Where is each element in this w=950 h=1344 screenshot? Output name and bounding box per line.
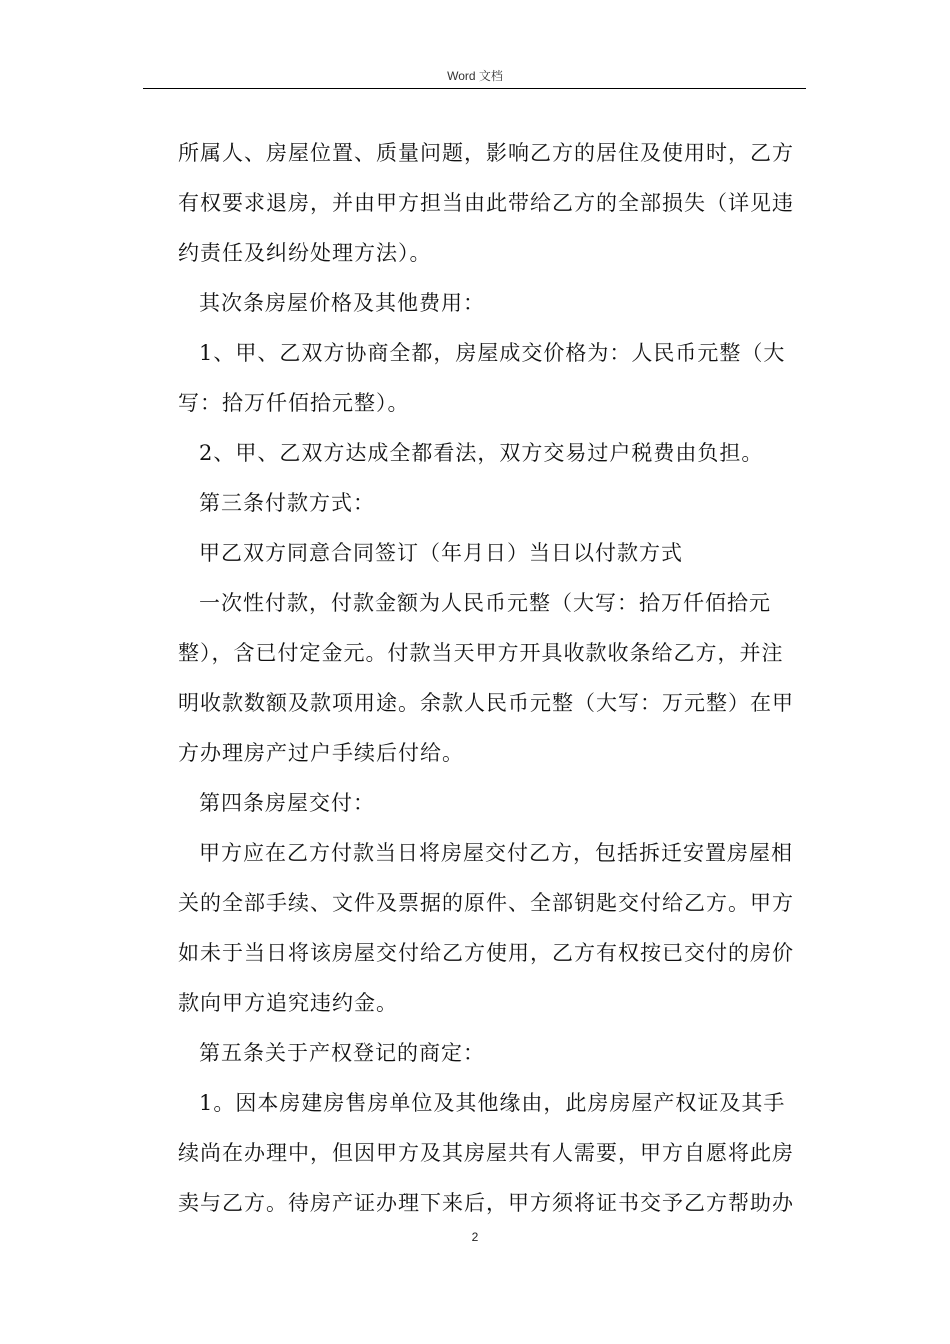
header-divider bbox=[143, 88, 806, 89]
body-line: 1。因本房建房售房单位及其他缘由，此房房屋产权证及其手 bbox=[199, 1091, 786, 1115]
body-line: 甲方应在乙方付款当日将房屋交付乙方，包括拆迁安置房屋相 bbox=[199, 841, 793, 865]
body-line: 写：拾万仟佰拾元整）。 bbox=[178, 391, 410, 415]
body-line: 1、甲、乙双方协商全都，房屋成交价格为：人民币元整（大 bbox=[199, 341, 786, 365]
body-line: 关的全部手续、文件及票据的原件、全部钥匙交付给乙方。甲方 bbox=[178, 891, 794, 915]
body-line: 明收款数额及款项用途。余款人民币元整（大写：万元整）在甲 bbox=[178, 691, 794, 715]
section-heading: 第三条付款方式： bbox=[199, 491, 375, 515]
page-number: 2 bbox=[471, 1230, 479, 1244]
body-line: 款向甲方追究违约金。 bbox=[178, 991, 398, 1015]
body-line: 有权要求退房，并由甲方担当由此带给乙方的全部损失（详见违 bbox=[178, 191, 794, 215]
body-line: 所属人、房屋位置、质量问题，影响乙方的居住及使用时，乙方 bbox=[178, 141, 794, 165]
section-heading: 第五条关于产权登记的商定： bbox=[199, 1041, 485, 1065]
body-line: 甲乙双方同意合同签订（年月日）当日以付款方式 bbox=[199, 541, 683, 565]
document-body bbox=[178, 128, 806, 1228]
page-header-title: Word 文档 bbox=[447, 69, 503, 83]
body-line: 卖与乙方。待房产证办理下来后，甲方须将证书交予乙方帮助办 bbox=[178, 1191, 794, 1215]
body-line: 整），含已付定金元。付款当天甲方开具收款收条给乙方，并注 bbox=[178, 641, 784, 665]
body-line: 一次性付款，付款金额为人民币元整（大写：拾万仟佰拾元 bbox=[199, 591, 771, 615]
body-line: 如未于当日将该房屋交付给乙方使用，乙方有权按已交付的房价 bbox=[178, 941, 794, 965]
section-heading: 第四条房屋交付： bbox=[199, 791, 375, 815]
section-heading: 其次条房屋价格及其他费用： bbox=[199, 291, 485, 315]
body-line: 约责任及纠纷处理方法）。 bbox=[178, 241, 432, 265]
body-line: 续尚在办理中，但因甲方及其房屋共有人需要，甲方自愿将此房 bbox=[178, 1141, 794, 1165]
body-line: 2、甲、乙双方达成全都看法，双方交易过户税费由负担。 bbox=[199, 441, 764, 465]
body-line: 方办理房产过户手续后付给。 bbox=[178, 741, 464, 765]
